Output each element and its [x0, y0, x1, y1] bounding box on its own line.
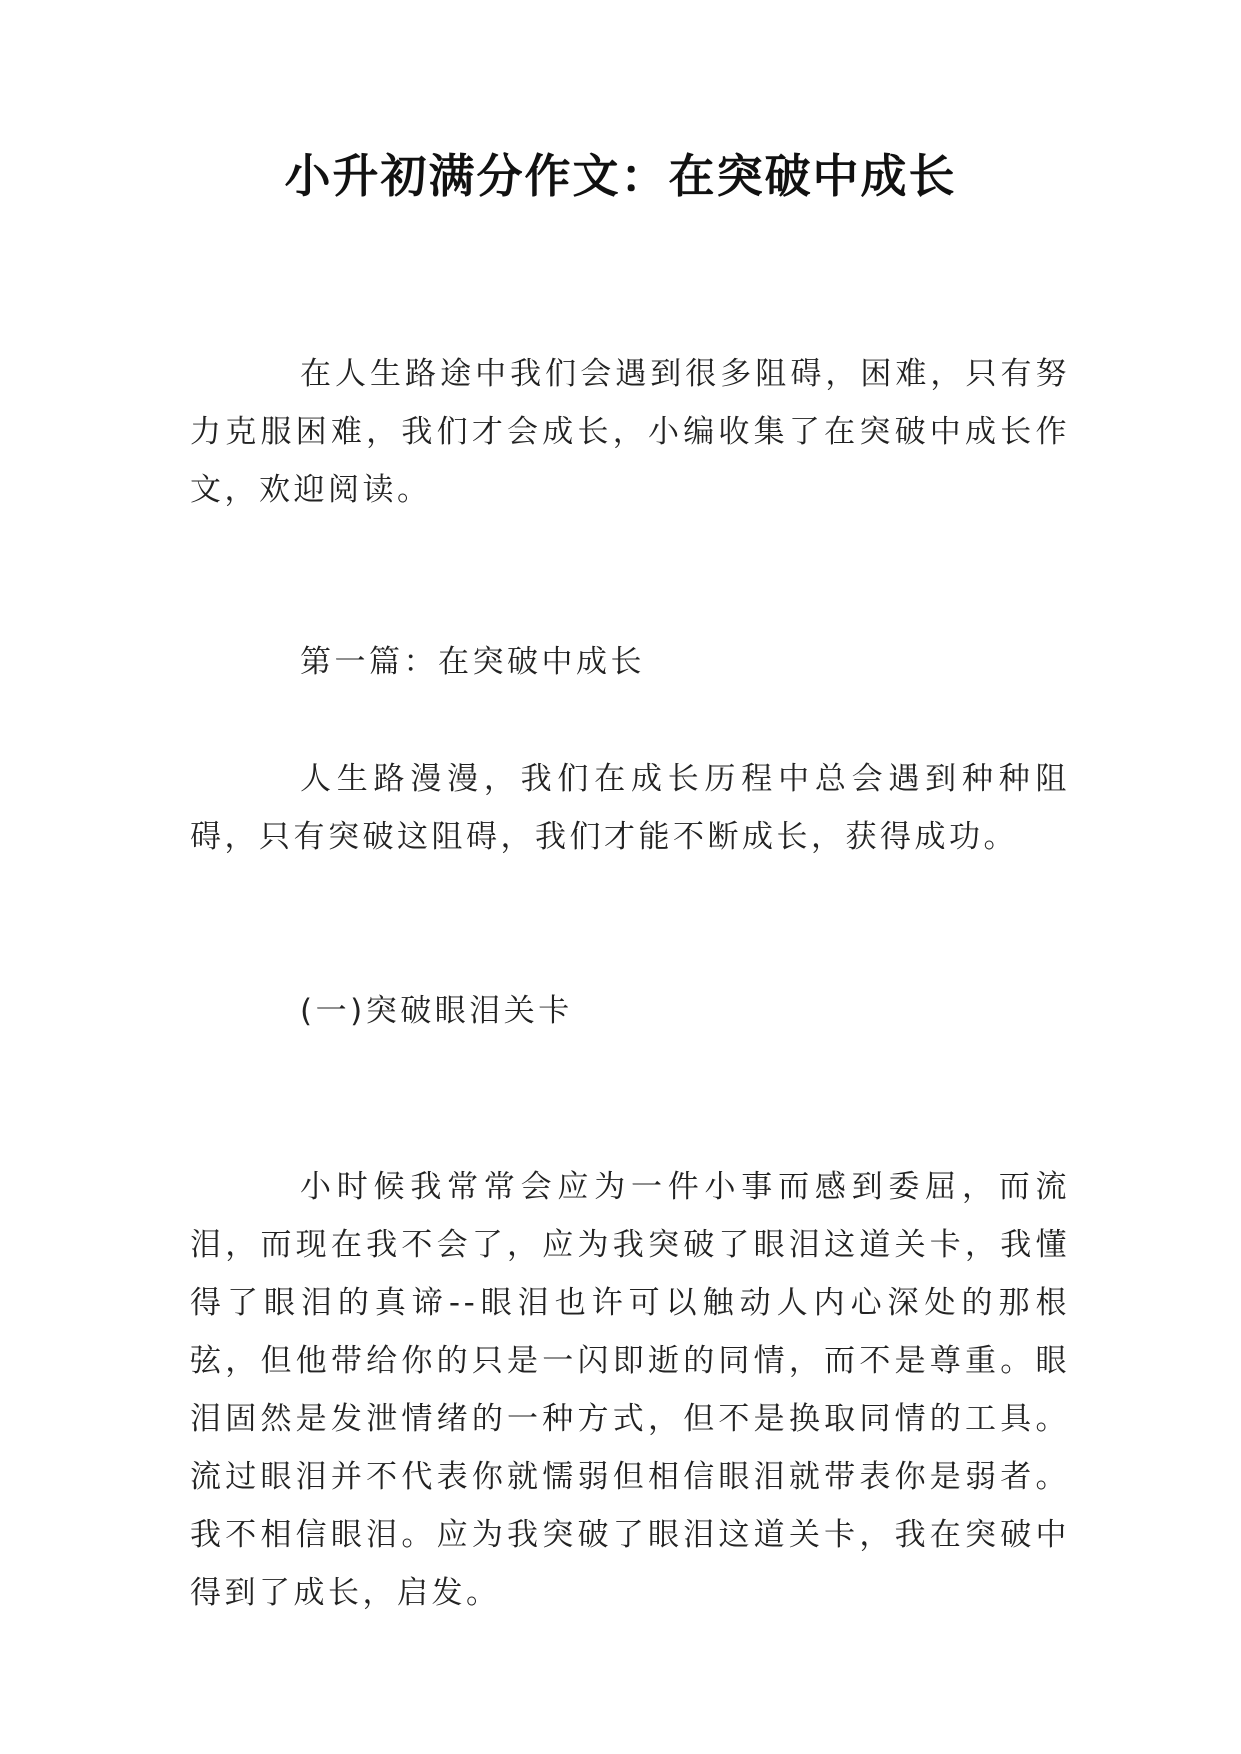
intro-paragraph: 在人生路途中我们会遇到很多阻碍，困难，只有努力克服困难，我们才会成长，小编收集了在突破中成长作文，欢迎阅读。 [190, 356, 1070, 508]
document-title: 小升初满分作文：在突破中成长 [284, 149, 957, 203]
part1-paragraph: 人生路漫漫，我们在成长历程中总会遇到种种阻碍，只有突破这阻碍，我们才能不断成长，获得成功。 [190, 761, 1070, 855]
section1-heading: (一)突破眼泪关卡 [300, 993, 573, 1029]
part1-heading: 第一篇：在突破中成长 [300, 644, 645, 680]
section1-paragraph: 小时候我常常会应为一件小事而感到委屈，而流泪，而现在我不会了，应为我突破了眼泪这道关卡，我懂得了眼泪的真谛--眼泪也许可以触动人内心深处的那根弦，但他带给你的只是一闪即逝的同情，而不是尊重。眼泪固然是发泄情绪的一种方式，但不是换取同情的工具。流过眼泪并不代表你就懦弱但相信眼泪就带表你是弱者。我不相信眼泪。应为我突破了眼泪这道关卡，我在突破中得到了成长，启发。 [190, 1169, 1070, 1611]
